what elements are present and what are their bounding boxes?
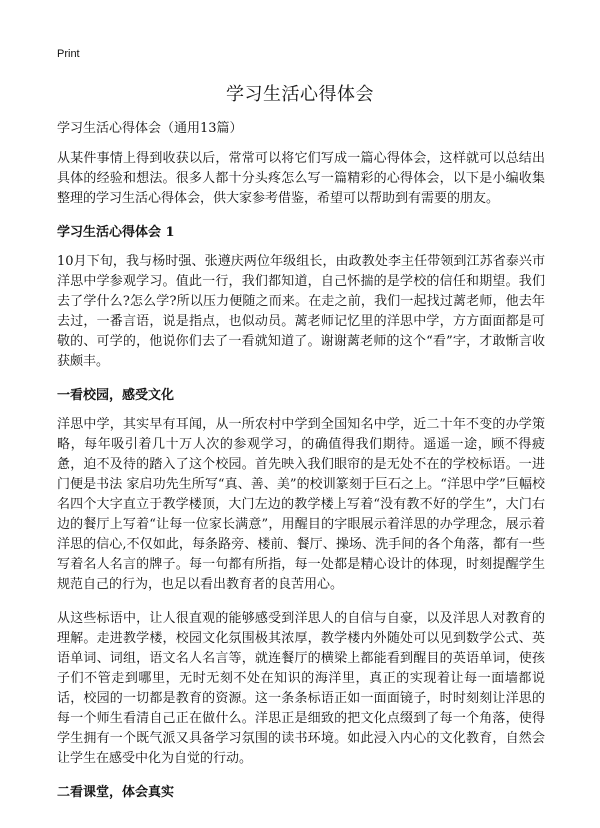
- section-1-paragraph: 10月下旬，我与杨时强、张遵庆两位年级组长，由政教处李主任带领到江苏省泰兴市洋思中学参观学习。值此一行，我们都知道，自己怀揣的是学校的信任和期望。我们去了学什么?怎么学?所以压力便随之而来。在走之前，我们一起找过蓠老师，他去年去过，一番言语，说是指点，也似动员。蓠老师记忆里的洋思中学，方方面面都是可敬的、可学的，他说你们去了一看就知道了。谢谢蓠老师的这个“看”字，才敢惭言收获颇丰。: [57, 254, 545, 369]
- print-link[interactable]: Print: [57, 48, 80, 60]
- document-subtitle: 学习生活心得体会（通用13篇）: [57, 121, 243, 136]
- document-title: 学习生活心得体会: [226, 84, 374, 105]
- campus-paragraph-1: 洋思中学，其实早有耳闻，从一所农村中学到全国知名中学，近二十年不变的办学策略，每年吸引着几十万人次的参观学习，的确值得我们期待。遥遥一途，顾不得疲惫，迫不及待的踏入了这个校园。首先映入我们眼帘的是无处不在的学校标语。一进门便是书法 家启功先生所写“真、善、美”的校训篆刻于巨石之上。“洋思中学”巨幅校名四个大字直立于教学楼顶，大门左边的教学楼上写着“没有教不好的学生”，大门右边的餐厅上写着“让每一位家长满意”，用醒目的字眼展示着洋思的办学理念，展示着洋思的信心,不仅如此，每条路旁、楼前、餐厅、操场、洗手间的各个角落，都有一些写着名人名言的牌子。每一句都有所指，每一处都是精心设计的体现，时刻提醒学生规范自己的行为，也足以看出教育者的良苦用心。: [57, 417, 545, 592]
- intro-paragraph: 从某件事情上得到收获以后，常常可以将它们写成一篇心得体会，这样就可以总结出具体的经验和想法。很多人都十分头疼怎么写一篇精彩的心得体会，以下是小编收集整理的学习生活心得体会，供大家参考借鉴，希望可以帮助到有需要的朋友。: [57, 151, 545, 206]
- document-content: [57, 119, 545, 812]
- campus-paragraph-2: 从这些标语中，让人很直观的能够感受到洋思人的自信与自豪，以及洋思人对教育的理解。走进教学楼，校园文化氛围极其浓厚，教学楼内外随处可以见到数学公式、英语单词、词组，语文名人名言等，就连餐厅的横梁上都能看到醒目的英语单词，使孩子们不管走到哪里，无时无刻不处在知识的海洋里，真正的实现着让每一面墙都说话，校园的一切都是教育的资源。这一条条标语正如一面面镜子，时时刻刻让洋思的每一个师生看清自己正在做什么。洋思正是细致的把文化点缀到了每一个角落，使得学生拥有一个既气派又具备学习氛围的读书环境。如此浸入内心的文化教育，自然会让学生在感受中化为自觉的行动。: [57, 611, 545, 766]
- section-heading-1: 学习生活心得体会 1: [57, 225, 175, 240]
- section-heading-campus: 一看校园，感受文化: [57, 388, 175, 403]
- section-heading-classroom: 二看课堂，体会真实: [57, 785, 175, 800]
